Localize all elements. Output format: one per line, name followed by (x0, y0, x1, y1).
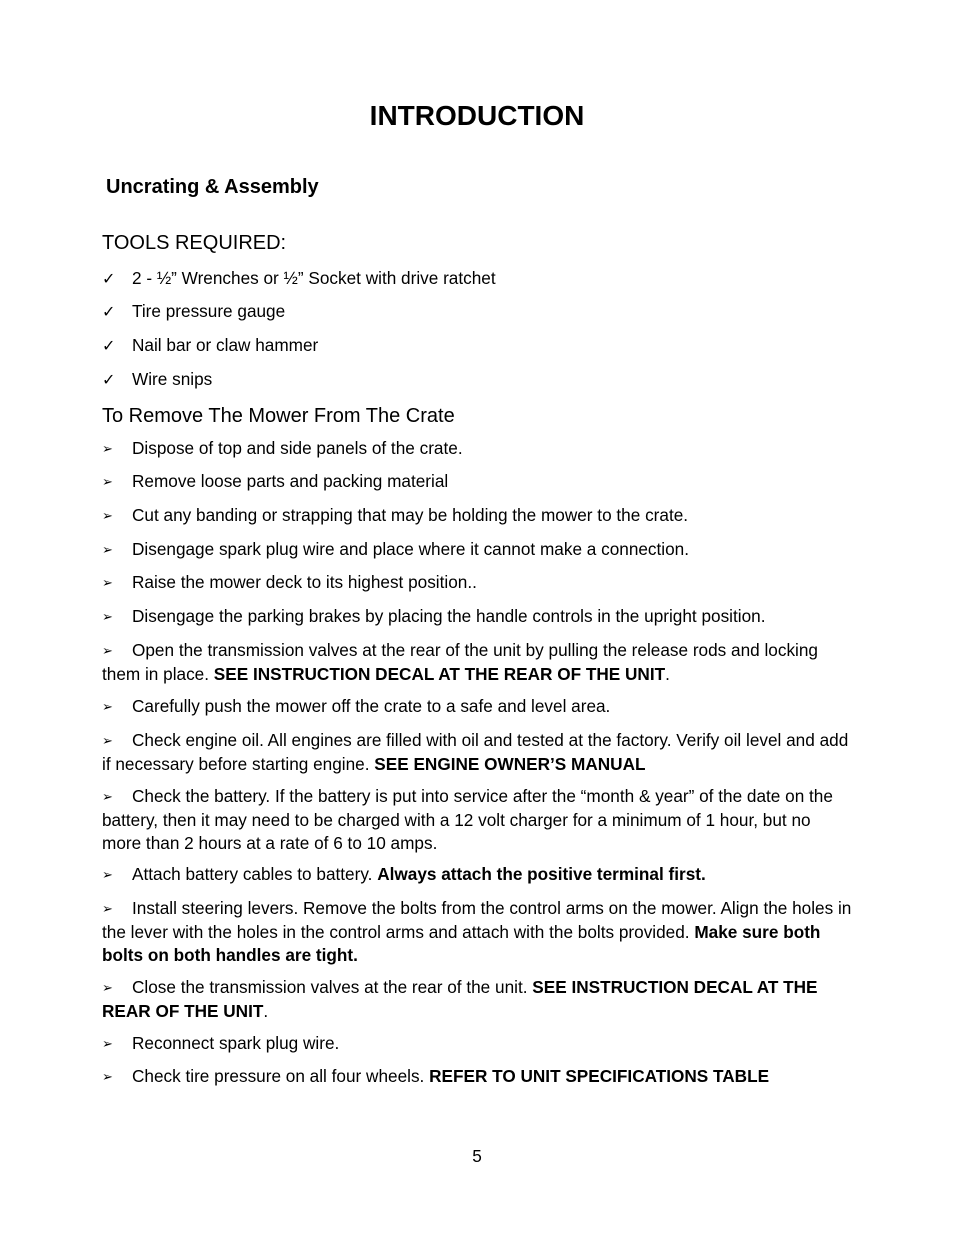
page-number: 5 (472, 1146, 482, 1166)
step-text: Check the battery. If the battery is put into service after the “month & year” of the date on the battery, then it may need to be charged with a 12 volt charger for a minimum of 1 hour, but no more than 2 hours at a rate of 6 to 10 amps. (102, 786, 833, 853)
arrow-bullet-icon: ➢ (102, 981, 113, 996)
step-emphasis: Always attach the positive terminal first. (377, 864, 706, 884)
step-text: Carefully push the mower off the crate to a safe and level area. (132, 696, 611, 716)
arrow-bullet-icon: ➢ (102, 790, 113, 805)
list-item (102, 504, 854, 528)
step-text: Disengage spark plug wire and place where it cannot make a connection. (132, 539, 690, 559)
step-text: Reconnect spark plug wire. (132, 1033, 340, 1053)
arrow-bullet-icon: ➢ (102, 1037, 113, 1052)
step-text: Open the transmission valves at the rear of the unit by pulling the release rods and locking them in place. (102, 640, 818, 685)
tool-text: Tire pressure gauge (132, 301, 286, 321)
arrow-bullet-icon: ➢ (102, 576, 113, 591)
arrow-bullet-icon: ➢ (102, 644, 113, 659)
list-item (102, 571, 854, 595)
arrow-bullet-icon: ➢ (102, 509, 113, 524)
list-item (102, 368, 854, 391)
list-item (102, 1032, 854, 1056)
list-item (102, 897, 854, 966)
page-title: INTRODUCTION (369, 100, 585, 131)
tool-text: 2 - ½” Wrenches or ½” Socket with drive ratchet (132, 268, 496, 288)
checkmark-icon: ✓ (102, 269, 116, 288)
checkmark-icon: ✓ (102, 370, 116, 389)
arrow-bullet-icon: ➢ (102, 1070, 113, 1085)
list-item (102, 729, 854, 776)
step-emphasis: SEE INSTRUCTION DECAL AT THE REAR OF THE UNIT (102, 977, 818, 1022)
tool-text: Wire snips (132, 369, 213, 389)
step-tail: . (665, 664, 670, 685)
section-heading: Uncrating & Assembly (106, 176, 319, 198)
step-text: Raise the mower deck to its highest position.. (132, 572, 477, 592)
step-tail: . (263, 1001, 269, 1022)
step-emphasis: Make sure both bolts on both handles are tight. (102, 922, 821, 965)
step-emphasis: SEE INSTRUCTION DECAL AT THE REAR OF THE UNIT (213, 664, 666, 685)
step-emphasis: REFER TO UNIT SPECIFICATIONS TABLE (429, 1066, 770, 1086)
step-text: Install steering levers. Remove the bolts from the control arms on the mower. Align the holes in the lever with the holes in the control arms and attach with the bolts provided. (102, 898, 852, 943)
step-text: Dispose of top and side panels of the crate. (132, 438, 463, 458)
list-item (102, 785, 854, 854)
arrow-bullet-icon: ➢ (102, 734, 113, 749)
arrow-bullet-icon: ➢ (102, 700, 113, 715)
step-text: Remove loose parts and packing material (132, 471, 449, 491)
arrow-bullet-icon: ➢ (102, 442, 113, 457)
list-item (102, 863, 854, 887)
tools-heading: TOOLS REQUIRED: (102, 232, 287, 254)
list-item (102, 605, 854, 629)
checkmark-icon: ✓ (102, 302, 116, 321)
arrow-bullet-icon: ➢ (102, 610, 113, 625)
checkmark-icon: ✓ (102, 336, 116, 355)
list-item (102, 976, 854, 1023)
list-item (102, 470, 854, 494)
arrow-bullet-icon: ➢ (102, 902, 113, 917)
step-text: Check tire pressure on all four wheels. (132, 1066, 430, 1086)
step-text: Disengage the parking brakes by placing the handle controls in the upright position. (132, 606, 766, 626)
list-item (102, 1065, 854, 1089)
list-item (102, 267, 854, 290)
list-item (102, 300, 854, 323)
step-text: Check engine oil. All engines are filled with oil and tested at the factory. Verify oil level and add if necessary before starting engine. (102, 730, 849, 775)
list-item (102, 334, 854, 357)
list-item (102, 695, 854, 719)
step-text: Cut any banding or strapping that may be holding the mower to the crate. (132, 505, 689, 525)
list-item (102, 538, 854, 562)
list-item (102, 639, 854, 686)
step-emphasis: SEE ENGINE OWNER’S MANUAL (374, 754, 646, 775)
list-item (102, 437, 854, 461)
step-text: Attach battery cables to battery. (132, 864, 378, 884)
tool-text: Nail bar or claw hammer (132, 335, 319, 355)
remove-heading: To Remove The Mower From The Crate (102, 405, 455, 427)
arrow-bullet-icon: ➢ (102, 475, 113, 490)
arrow-bullet-icon: ➢ (102, 868, 113, 883)
arrow-bullet-icon: ➢ (102, 543, 113, 558)
step-text: Close the transmission valves at the rear of the unit. (132, 977, 533, 997)
